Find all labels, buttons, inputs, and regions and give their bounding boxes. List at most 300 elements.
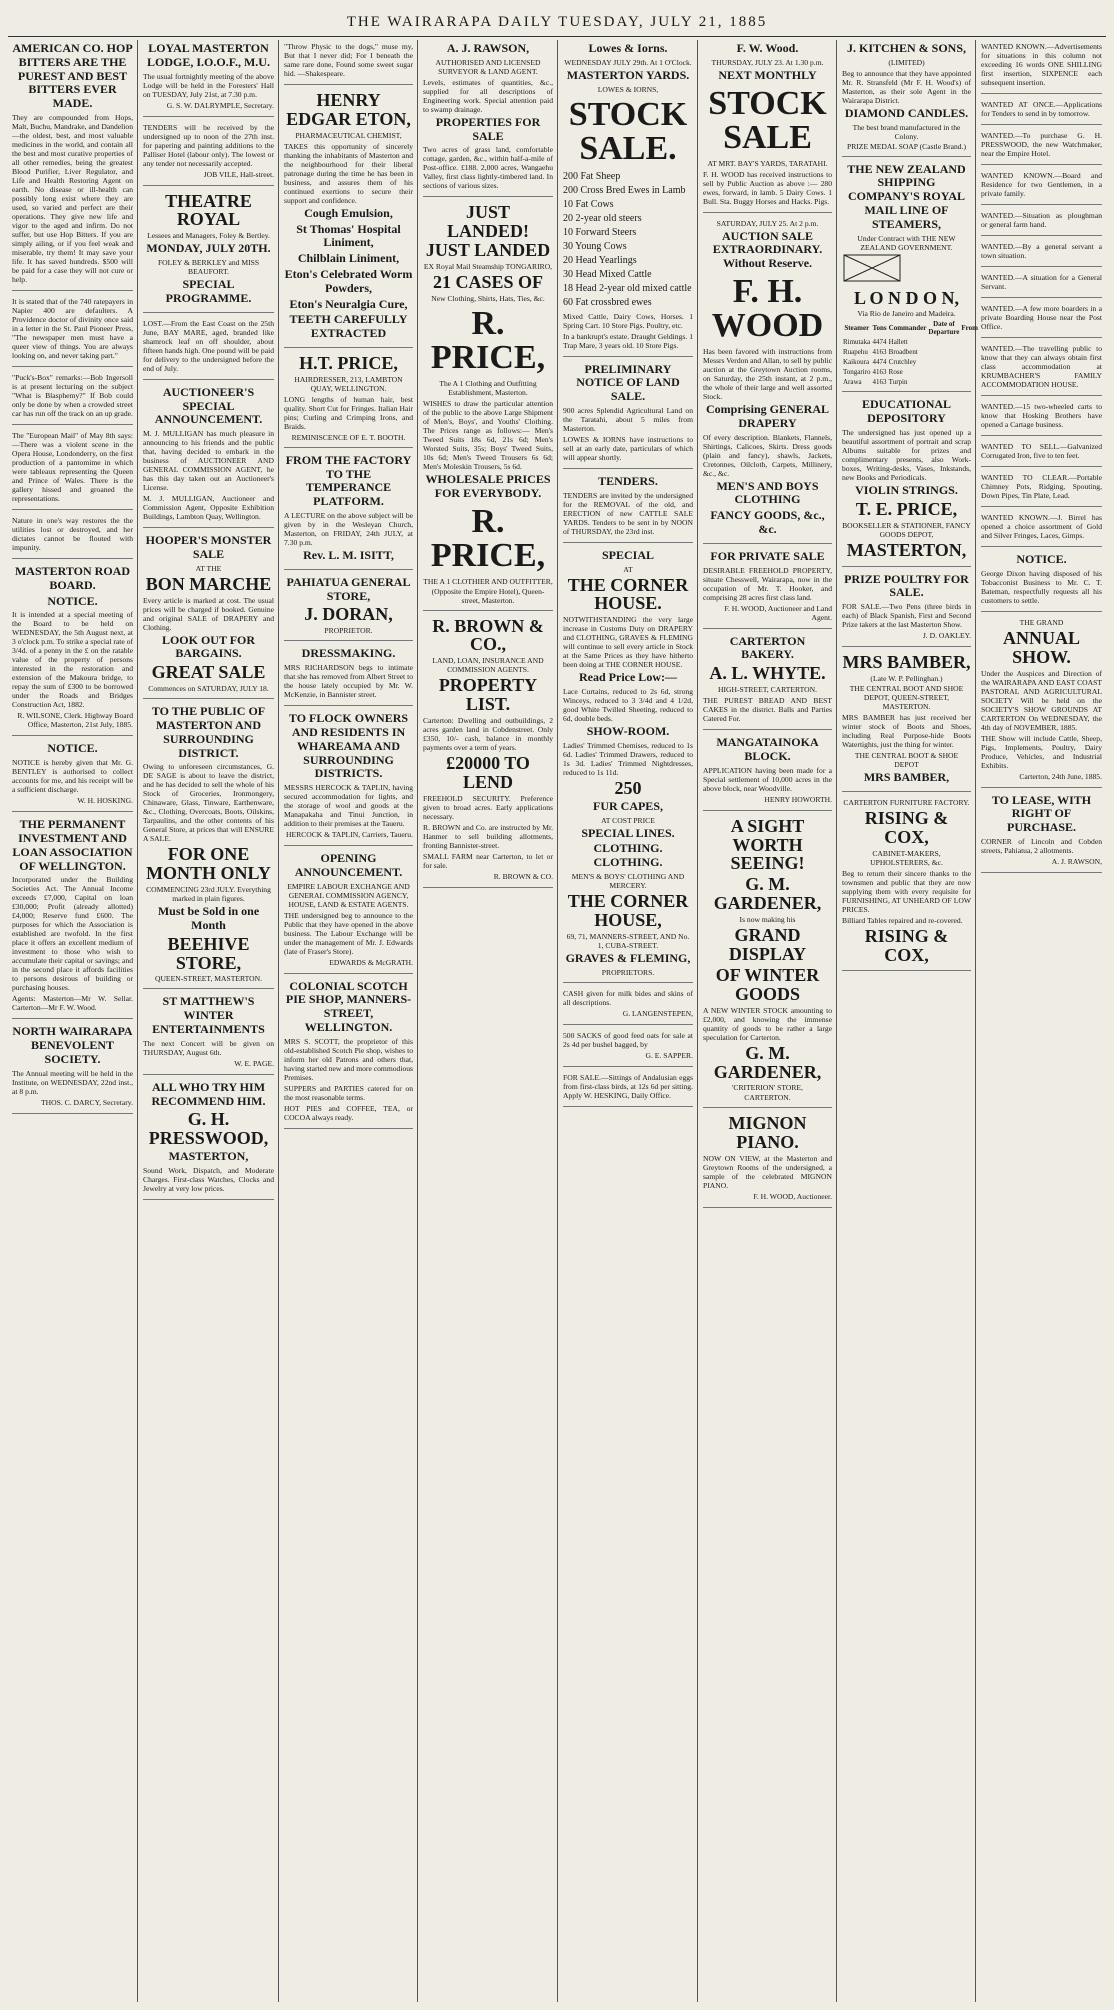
ad-heading: GREAT SALE — [151, 662, 266, 683]
store-name: THE CENTRAL BOOT AND SHOE DEPOT, QUEEN-STREET, MASTERTON. — [849, 684, 964, 712]
ad-location: MASTERTON, — [846, 539, 967, 560]
ad-subheading: AUCTION SALE EXTRAORDINARY. Without Reserve. — [712, 228, 823, 271]
lecture-ad — [284, 454, 413, 570]
ad-subheading: THE A 1 CLOTHIER AND OUTFITTER, — [423, 576, 553, 586]
lecturer-name: Rev. L. M. ISITT, — [303, 548, 394, 563]
notice-heading: MANGATAINOKA BLOCK. — [716, 735, 819, 763]
ad-heading: EDUCATIONAL DEPOSITORY — [861, 397, 952, 426]
table-cell: Rimutaka — [843, 338, 871, 347]
ad-subheading: MASTERTON, — [168, 1149, 249, 1164]
table-row — [842, 337, 979, 347]
ad-signature: A. J. RAWSON, — [1051, 856, 1102, 866]
table-header: Tons — [872, 324, 887, 333]
list-item: 10 Fat Cows — [563, 198, 614, 210]
notice-text: It is intended at a special meeting of the Board to be held on WEDNESDAY, the 5th August next, at 3 o'clock p.m. To strike a special rate of 3/4d. of a penny in the £ on the ratable value of the property of persons interested in the restoration and extension of the Makoura bridge, to repay the sum of £300 to be borrowed under the Roads and Bridges Construction Act, 1882. — [12, 610, 133, 710]
ad-text: WISHES to draw the particular attention of the public to the above Large Shipment of Men's, Boys', and Youths' Clothing. The Prices range as follows:— Men's Tweed Suits 18s 6d, 21s 6d; Men's Worsted Suits, 35s; Boys' Tweed Suits, 10s 6d; Men's Tweed Trousers 6s 6d; Men's Moleskin Trousers, 5s 6d. — [423, 398, 553, 471]
ad-text: Two acres of grass land, comfortable cottage, garden, &c., within half-a-mile of Post-office. £188. 2,000 acres, Wangaehu Valley, first class lightly-timbered land. In sections of various sizes. — [423, 145, 553, 191]
hop-bitters-ad — [12, 42, 133, 291]
ad-text: MRS BAMBER has just received her winter stock of Boots and Shoes, including Real Purpose-hide Boots Watertights, just the thing for winter. — [842, 713, 971, 750]
ad-text: MRS S. SCOTT, the proprietor of this old-established Scotch Pie shop, wishes to inform her old Patrons and others that, having started new and more commodious Premises. — [284, 1036, 413, 1082]
ad-text: Owing to unforeseen circumstances, G. DE SAGE is about to leave the district, and he has decided to sell the whole of his Stock of Groceries, Ironmongery, Chinaware, Glass, Tinware, Earthenware, &c., Clothing, Overcoats, Boots, Oilskins, Tarpaulins, and the other contents of his General Store, at prices that will ENSURE A SALE. — [143, 762, 274, 844]
ad-heading: GRAND DISPLAY — [728, 925, 807, 964]
table-header-row — [842, 319, 979, 337]
notice-signature: R. WILSONE, Clerk. Highway Board Office, Masterton, 21st July, 1885. — [17, 711, 133, 730]
ad-text: FOR SALE.—Sittings of Andalusian eggs from first-class birds, at 12s 6d per sitting. Apply W. HESKING, Daily Office. — [563, 1072, 693, 1100]
ad-heading: £20000 TO LEND — [446, 753, 530, 792]
notice-text: LOST.—From the East Coast on the 25th June, BAY MARE, aged, branded like shamrock leaf on off shoulder, about fifteen hands high. One pound will be paid for delivery to the undersigned before the end of July. — [143, 318, 274, 373]
notice-signature: THOS. C. DARCY, Secretary. — [41, 1097, 133, 1107]
wanted-text: WANTED AT ONCE.—Applications for Tenders to send in by tomorrow. — [981, 100, 1102, 118]
ad-signature: R. BROWN & CO. — [493, 871, 553, 881]
list-item: 20 2-year old steers — [563, 212, 642, 224]
ad-subheading: VIOLIN STRINGS. — [855, 483, 958, 498]
ad-heading: CARTERTON BAKERY. — [729, 633, 806, 662]
ad-heading: PROPERTIES FOR SALE — [435, 114, 541, 143]
column-rule — [278, 40, 279, 2002]
pie-shop-ad — [284, 980, 413, 1129]
table-cell: Hallett — [888, 338, 908, 347]
ad-text: TAKES this opportunity of sincerely thanking the inhabitants of Masterton and the neighbourhood for their liberal patronage during the time he has been in business, and assures them of his continued exertions to secure their support and confidence. — [284, 141, 413, 205]
wanted-text: WANTED KNOWN.—Advertisements for situations in this column not exceeding 16 words ONE SHILLING first insertion, SIXPENCE each subsequent insertion. — [981, 42, 1102, 87]
ad-subheading: AT THE — [195, 563, 222, 573]
mangatainoka-notice — [703, 736, 832, 811]
ad-text: Of every description. Blankets, Flannels, Shirtings, Calicoes, Skirts. Dress goods (plain and fancy), shawls, Jackets, Cretonnes, Oilcloth, Carpets, Millinery, &c., &c. — [703, 432, 832, 478]
ad-text: Ladies' Trimmed Chemises, reduced to 1s 6d. Ladies' Trimmed Drawers, reduced to 1s 3d. Ladies' Trimmed Nightdresses, reduced to 1s 11d. — [563, 740, 693, 777]
private-sale-ad — [703, 550, 832, 629]
sailing-table — [842, 319, 979, 387]
ad-slogan: WHOLESALE PRICES FOR EVERYBODY. — [425, 471, 551, 500]
table-cell: 4474 — [872, 338, 887, 347]
ad-text: NOTWITHSTANDING the very large increase in Customs Duty on DRAPERY and CLOTHING, GRAVES & FLEMING will continue to sell every article in Stock at the Same Prices as they have hitherto been doing at THE CORNER HOUSE. — [563, 615, 693, 670]
depository-ad — [842, 398, 971, 566]
ad-slogan: Must be Sold in one Month — [157, 904, 260, 932]
shipping-ad — [842, 161, 978, 393]
ad-heading: THE PERMANENT INVESTMENT AND LOAN ASSOCIATION OF WELLINGTON. — [12, 817, 133, 873]
store-name: BON MARCHE — [145, 573, 272, 594]
ad-date: SATURDAY, JULY 25. At 2 p.m. — [716, 218, 819, 228]
ad-heading: A SIGHT WORTH SEEING! — [730, 815, 805, 874]
news-text: Nature in one's way restores the the utilities lost or destroyed, and her dictates cannot be flouted with impunity. — [12, 515, 133, 552]
auctioneer-name: LOWES & IORNS, — [597, 84, 659, 94]
ad-heading: ANNUAL SHOW. — [1002, 627, 1080, 667]
table-cell: 4163 — [872, 368, 887, 377]
ad-text: THE Show will include Cattle, Sheep, Pigs, Implements, Poultry, Dairy Produce, Vehicles, and Industrial Exhibits. — [981, 733, 1102, 770]
lease-ad — [981, 794, 1102, 873]
table-header: From — [961, 324, 978, 333]
notice-heading: ST MATTHEW'S WINTER ENTERTAINMENTS — [152, 994, 265, 1037]
ad-signature: G. LANGENSTEPEN, — [622, 1008, 693, 1018]
ad-subheading: Read Price Low:— — [579, 670, 677, 685]
wanted-text: WANTED.—15 two-wheeled carts to know that Hosking Brothers have opened a Cartage business. — [981, 402, 1102, 429]
merchant-name: G. M. GARDENER, — [713, 874, 822, 914]
ad-heading: H.T. PRICE, — [299, 352, 398, 373]
eggs-ad — [563, 1073, 693, 1107]
table-cell: Crutchley — [888, 358, 917, 367]
table-cell: 4163 — [872, 348, 887, 357]
table-cell: 4474 — [872, 358, 887, 367]
boot-depot-ad — [842, 653, 971, 792]
ad-text: NOW ON VIEW, at the Masterton and Greytown Rooms of the undersigned, a sample of the celebrated MIGNON PIANO. — [703, 1154, 832, 1191]
ad-heading: DRESSMAKING. — [301, 646, 396, 661]
ad-address: HIGH-STREET, CARTERTON. — [718, 685, 817, 695]
ad-text: SMALL FARM near Carterton, to let or for sale. — [423, 851, 553, 870]
notice-text: TENDERS are invited by the undersigned for the REMOVAL of the old, and ERECTION of new CATTLE SALE YARDS. Tenders to be sent in by NOON of THURSDAY, the 23rd inst. — [563, 490, 693, 536]
news-item — [12, 431, 133, 510]
wanted-text: WANTED.—To purchase G. H. PRESSWOOD, the new Watchmaker, near the Empire Hotel. — [981, 131, 1102, 158]
table-row — [842, 347, 979, 357]
table-cell — [927, 377, 960, 387]
road-board-notice — [12, 565, 133, 736]
ad-subheading: PROPRIETOR. — [324, 626, 373, 636]
ad-text: The undersigned has just opened up a beautiful assortment of portrait and scrap Albums suitable for prizes and complimentary presents, also Work-boxes, Writing-desks, Vases, Inkstands, new Books and Periodicals. — [842, 428, 971, 483]
lodge-notice — [143, 42, 274, 117]
table-cell: Tongariro — [843, 368, 871, 377]
store-address: QUEEN-STREET, MASTERTON. — [154, 974, 263, 984]
ad-text: Beg to announce that they have appointed Mr. R. Stransfeld (Mr F. H. Wood's) of Masterton, as their sole Agent in the Wairarapa District. — [842, 68, 971, 105]
wanted-text: WANTED TO CLEAR.—Portable Chimney Pots, Ridging, Spouting, Down Pipes, Tin Plate, Lead. — [981, 473, 1102, 500]
ad-signature: EDWARDS & McGRATH. — [329, 957, 413, 967]
ad-subheading: New Clothing, Shirts, Hats, Ties, &c. — [431, 293, 545, 303]
merchant-name: R. PRICE, — [430, 304, 546, 376]
list-item: 18 Head 2-year old mixed cattle — [563, 282, 692, 294]
ad-programme: SPECIAL PROGRAMME. — [165, 277, 252, 305]
notice-heading: NORTH WAIRARAPA BENEVOLENT SOCIETY. — [12, 1024, 133, 1066]
ad-subheading: PRIZE MEDAL SOAP (Castle Brand.) — [846, 141, 967, 151]
notice-text: LOWES & IORNS have instructions to sell at an early date, particulars of which will appear shortly. — [563, 434, 693, 462]
benevolent-society-notice — [12, 1025, 133, 1113]
ad-text: Under the Auspices and Direction of the WAIRARAPA AND EAST COAST PASTORAL AND AGRICULTURAL SOCIETY Will be held on the SOCIETY'S SHOW GROUNDS AT CARTERTON On WEDNESDAY, the 4th day of NOVEMBER, 1885. — [981, 668, 1102, 732]
list-item: 60 Fat crossbred ewes — [563, 296, 652, 308]
table-cell: Turpin — [888, 378, 908, 387]
quote — [284, 42, 413, 85]
merchant-name: MRS BAMBER, — [863, 770, 950, 785]
ad-heading: G. H. PRESSWOOD, — [148, 1109, 269, 1149]
notice-text: George Dixon having disposed of his Tobacconist Business to Mr. C. T. Bateman, respectfully requests all his customers to settle. — [981, 568, 1102, 605]
quote-text: "Throw Physic to the dogs," muse my, But that I never did; For I beneath the same rare done, Found some sweet sugar hid. —Shakespeare. — [284, 42, 413, 78]
ad-slogan: TEETH CAREFULLY EXTRACTED — [289, 312, 408, 341]
ad-heading: SPECIAL — [601, 547, 654, 562]
stock-sale-ad — [563, 42, 693, 357]
ad-figure: 250 — [614, 777, 642, 798]
ad-subheading: The best brand manufactured in the Colony. — [852, 122, 961, 141]
ad-heading: DIAMOND CANDLES. — [844, 105, 969, 120]
ad-heading: TO LEASE, WITH RIGHT OF PURCHASE. — [991, 792, 1092, 835]
ad-subheading: Via Rio de Janeiro and Madeira. — [857, 309, 956, 319]
table-row — [842, 377, 979, 387]
ad-text: Has been favored with instructions from Messrs Verdon and Allan, to sell by public auction at the Greytown Auction rooms, on Saturday, the 25th instant, at 2 p.m., the whole of their large and well assorted Stock. — [703, 346, 832, 401]
news-text: "Puck's-Box" remarks:—Bob Ingersoll is at present lecturing on the subject "What is Blasphemy?" If Bob could only be done by when a crowded street car has run off the track on an up grade. — [12, 372, 133, 418]
column-rule — [697, 40, 698, 2002]
theatre-ad — [143, 192, 274, 313]
news-item — [12, 297, 133, 367]
notice-text: TENDERS will be received by the undersigned up to noon of the 27th inst. for papering and painting additions to the Palliser Hotel (labour only). The lowest or any tender not necessarily accepted. — [143, 122, 274, 168]
ad-subheading: PHARMACEUTICAL CHEMIST, — [295, 130, 402, 140]
ad-heading: J. KITCHEN & SONS, — [846, 41, 967, 55]
ad-heading: AUCTIONEER'S SPECIAL ANNOUNCEMENT. — [154, 384, 263, 427]
store-name: THE CENTRAL BOOT & SHOE DEPOT — [854, 751, 959, 770]
notice-text: The next Concert will be given on THURSDAY, August 6th. — [143, 1038, 274, 1057]
notice-text: NOTICE is hereby given that Mr. G. BENTLEY is authorised to collect accounts for me, and his receipt will be a sufficient discharge. — [12, 758, 133, 795]
column-4 — [419, 40, 557, 2002]
notice-text: The Annual meeting will be held in the Institute, on WEDNESDAY, 22nd inst., at 8 p.m. — [12, 1068, 133, 1096]
proprietor-name: GRAVES & FLEMING, — [565, 950, 691, 965]
wanted-ad — [981, 131, 1102, 165]
pahiatua-store-ad — [284, 576, 413, 641]
ad-text: Beg to return their sincere thanks to the townsmen and public that they are now supplying them with every requisite for FURNISHING, AT UNHEARD OF LOW PRICES. — [842, 868, 971, 914]
ad-date: Commences on SATURDAY, JULY 18. — [148, 684, 269, 694]
column-rule — [417, 40, 418, 2002]
wanted-text: WANTED.—A few more boarders in a private Boarding House near the Post Office. — [981, 304, 1102, 331]
ad-heading: OPENING ANNOUNCEMENT. — [294, 851, 403, 879]
masthead: THE WAIRARAPA DAILY TUESDAY, JULY 21, 1885 — [346, 14, 768, 30]
column-rule — [137, 40, 138, 2002]
column-5 — [559, 40, 697, 2002]
ad-text: MESSRS HERCOCK & TAPLIN, having secured accommodation for lights, and the storage of wool and goods at the Manapakaha and Tinui Junction, in addition to their premises at the Taueru. — [284, 783, 413, 829]
ad-heading: THE NEW ZEALAND SHIPPING COMPANY'S ROYAL MAIL LINE OF STEAMERS, — [847, 161, 966, 231]
corner-house-ad — [563, 549, 693, 983]
store-address: CARTERTON. — [744, 1093, 791, 1103]
merchant-name: MRS BAMBER, — [842, 652, 971, 673]
ad-text: Every article is marked at cost. The usual prices will be charged if booked. Genuine and original SALE of DRAPERY and Clothing. — [143, 595, 274, 632]
ad-heading: HOOPER'S MONSTER SALE — [145, 533, 272, 561]
ad-heading: R. BROWN & CO., — [432, 615, 544, 655]
merchant-name: G. M. GARDENER, — [713, 1042, 822, 1082]
wanted-ad — [981, 42, 1102, 94]
column-7 — [838, 40, 978, 2002]
table-cell — [927, 367, 960, 377]
notice-heading: LOYAL MASTERTON LODGE, I.O.O.F., M.U. — [147, 41, 270, 69]
hides-ad — [563, 989, 693, 1025]
ad-subheading: CARTERTON FURNITURE FACTORY. — [843, 797, 970, 807]
wanted-ad — [981, 402, 1102, 436]
yards-tenders — [563, 475, 693, 543]
notice-signature: W. E. PAGE. — [234, 1058, 274, 1068]
ad-signature: M. J. MULLIGAN, Auctioneer and Commission Agent, Opposite Exhibition Buildings, Lambton Quay, Wellington. — [143, 494, 274, 522]
ad-text: Mixed Cattle, Dairy Cows, Horses. 1 Spring Cart. 10 Store Pigs. Poultry, etc. — [563, 311, 693, 330]
clothing-ad — [423, 203, 553, 610]
ad-text: Billiard Tables repaired and re-covered. — [842, 915, 963, 925]
poultry-ad — [842, 573, 971, 648]
ad-heading: OF WINTER GOODS — [715, 964, 820, 1004]
ad-subheading: CABINET-MAKERS, UPHOLSTERERS, &c. — [870, 848, 943, 867]
ad-heading: MIGNON PIANO. — [728, 1113, 807, 1153]
annual-show-ad — [981, 618, 1102, 788]
ad-subheading: (Late W. P. Pellinghan.) — [870, 674, 943, 684]
table-header: Commander — [888, 324, 927, 333]
table-cell — [927, 337, 960, 347]
product-name: Eton's Celebrated Worm Powders, — [284, 266, 413, 295]
ad-heading: FUR CAPES, — [592, 798, 663, 813]
list-item: 30 Head Mixed Cattle — [563, 268, 652, 280]
ad-heading: TO THE PUBLIC OF MASTERTON AND SURROUNDING DISTRICT. — [151, 704, 266, 760]
oats-ad — [563, 1031, 693, 1067]
ad-text: DESIRABLE FREEHOLD PROPERTY, situate Chesswell, Wairarapa, now in the occupation of Mr. T. Hooker, and comprising 28 acres first class land. — [703, 565, 832, 602]
ad-text: F. H. WOOD has received instructions to sell by Public Auction as above :— 280 ewes, forward, in lamb. 5 Dairy Cows. 1 Bull. Sta. Buggy Horses and Hacks. Pigs. — [703, 169, 832, 206]
ad-signature: HERCOCK & TAPLIN, Carriers, Taueru. — [285, 830, 413, 840]
surveyor-ad — [423, 42, 553, 197]
ad-text: 500 SACKS of good feed oats for sale at 2s 4d per bushel bagged, by — [563, 1030, 693, 1049]
notice-heading: PRELIMINARY NOTICE OF LAND SALE. — [576, 361, 680, 404]
ad-subheading: Under Contract with THE NEW ZEALAND GOVERNMENT. — [857, 233, 956, 252]
carriers-ad — [284, 712, 413, 846]
auctioneer-ad — [143, 386, 274, 528]
list-item: 200 Fat Sheep — [563, 170, 621, 182]
wanted-text: WANTED TO SELL.—Galvanized Corrugated Iron, five to ten feet. — [981, 442, 1102, 460]
ad-heading: A. J. RAWSON, — [446, 41, 530, 55]
ad-signature: J. D. OAKLEY. — [922, 631, 971, 641]
ad-heading: PRIZE POULTRY FOR SALE. — [844, 571, 969, 600]
ad-heading: STOCK SALE — [708, 84, 827, 156]
list-item: 30 Young Cows — [563, 240, 627, 252]
notice-text: The usual fortnightly meeting of the above Lodge will be held in the Foresters' Hall on TUESDAY, July 21st, at 7.30 p.m. — [143, 71, 274, 99]
merchant-name: R. PRICE, — [430, 502, 546, 574]
dixon-notice — [981, 553, 1102, 612]
ad-text: Carterton: Dwelling and outbuildings, 2 acres garden land in Cobdenstreet. Only £350, 10/- cash, balance in monthly payments over a term of years. — [423, 716, 553, 753]
wanted-text: WANTED.—Situation as ploughman or general farm hand. — [981, 211, 1102, 229]
notice-heading: NOTICE. — [47, 741, 98, 756]
ad-text: Lace Curtains, reduced to 2s 6d, strong Winceys, reduced to 3 3/4d and 4 1/2d, good White Twilled Sheeting, reduced to 6d, double beds. — [563, 687, 693, 724]
ad-subheading: The A 1 Clothing and Outfitting Establishment, Masterton. — [439, 378, 537, 397]
wanted-ad — [981, 100, 1102, 125]
ad-heading: CLOTHING. CLOTHING. — [593, 841, 663, 870]
wanted-ad — [981, 344, 1102, 396]
bakery-ad — [703, 635, 832, 730]
stock-list — [563, 170, 693, 310]
merchant-name: T. E. PRICE, — [855, 498, 958, 519]
ad-subheading: Comprising GENERAL DRAPERY — [705, 401, 830, 430]
ad-subheading: Lessees and Managers, Foley & Bertley. — [147, 231, 270, 241]
ad-text: SUPPERS and PARTIES catered for on the most reasonable terms. — [284, 1083, 413, 1102]
column-6 — [699, 40, 836, 2002]
store-name: THE CORNER HOUSE. — [567, 574, 689, 614]
ad-heading: FOR ONE MONTH ONLY — [146, 844, 271, 884]
ad-address: (Opposite the Empire Hotel), Queen-street, Masterton. — [431, 586, 545, 605]
labour-exchange-ad — [284, 852, 413, 974]
notice-heading: TENDERS. — [598, 473, 658, 488]
column-rule — [836, 40, 837, 2002]
news-item — [12, 516, 133, 559]
list-item: 10 Forward Steers — [563, 226, 637, 238]
ad-signature: F. H. WOOD, Auctioneer. — [753, 1192, 832, 1202]
collector-notice — [12, 742, 133, 812]
furniture-ad — [842, 798, 971, 972]
column-2 — [139, 40, 278, 2002]
store-name: 'CRITERION' STORE, — [732, 1083, 803, 1093]
product-name: Chilblain Liniment, — [297, 251, 400, 266]
ad-heading: Lowes & Iorns. — [588, 41, 668, 55]
ad-heading: COLONIAL SCOTCH PIE SHOP, MANNERS-STREET, WELLINGTON. — [285, 978, 412, 1035]
loan-association-ad — [12, 818, 133, 1019]
ad-slogan: ALL WHO TRY HIM RECOMMEND HIM. — [151, 1079, 266, 1108]
ad-heading: STOCK SALE. — [568, 95, 688, 167]
ad-heading: FOR PRIVATE SALE — [710, 548, 825, 563]
ad-signature: F. H. WOOD, Auctioneer and Land Agent. — [724, 603, 832, 622]
table-cell: Ruapehu — [843, 348, 868, 357]
ad-subheading: LAND, LOAN, INSURANCE AND COMMISSION AGENTS. — [432, 656, 544, 675]
wanted-ad — [981, 473, 1102, 507]
ad-text: Sound Work, Dispatch, and Moderate Charges. First-class Watches, Clocks and Jewelry at very low prices. — [143, 1166, 274, 1194]
wanted-text: WANTED KNOWN.—J. Birrel has opened a choice assortment of Gold and Silver Fringes, Laces, Gimps. — [981, 513, 1102, 540]
ad-heading: AMERICAN CO. HOP BITTERS ARE THE PUREST AND BEST BITTERS EVER MADE. — [12, 41, 133, 111]
ad-heading: HENRY EDGAR ETON, — [286, 90, 411, 129]
ad-heading: THEATRE ROYAL — [165, 190, 252, 230]
ad-text: CORNER of Lincoln and Cobden streets, Pahiatua, 2 allotments. — [981, 836, 1102, 855]
notice-text: 900 acres Splendid Agricultural Land on the Taratahi, about 5 miles from Masterton. — [563, 405, 693, 433]
wanted-text: WANTED.—A situation for a General Servant. — [981, 273, 1102, 291]
candles-ad — [842, 42, 971, 157]
store-address: 69, 71, MANNERS-STREET, AND No. 1, CUBA-STREET. — [566, 931, 690, 950]
ad-subheading: Is now making his — [739, 915, 796, 925]
ad-text: LONG lengths of human hair, best quality. Short Cut for Fringes. Italian Hair pins; Curling and Crimping Irons, and Braids. — [284, 394, 413, 431]
masthead-rule — [8, 36, 1106, 37]
list-item: 200 Cross Bred Ewes in Lamb — [563, 184, 686, 196]
ad-subheading: EX Royal Mail Steamship TONGARIRO, — [423, 262, 553, 272]
wanted-text: WANTED.—The travelling public to know that they can always obtain first class accommodation at KRUMBACHER'S FAMILY ACCOMMODATION HOUSE. — [981, 344, 1102, 389]
ad-heading: SPECIAL LINES. — [581, 825, 675, 840]
wanted-ad — [981, 242, 1102, 267]
store-name: THE CORNER HOUSE, — [567, 891, 689, 930]
wanted-ad — [981, 211, 1102, 236]
piano-ad — [703, 1114, 832, 1208]
news-text: The "European Mail" of May 8th says:—There was a violent scene in the Opera House, Londonderry, on the first production of a pantomime in which were tableaux representing the Queen and Prince of Wales. There is the gallery hissed and groaned the representations. — [12, 430, 133, 503]
ad-text: MRS RICHARDSON begs to intimate that she has removed from Albert Street to the house lately occupied by Mr. W. McKenzie, in Bannister street. — [284, 663, 413, 700]
ad-text: FOR SALE.—Two Pens (three birds in each) of Black Spanish, First and Second Prize takers at the last Masterton Show. — [842, 602, 971, 630]
news-text: It is stated that of the 740 ratepayers in Napier 400 are defaulters. A Providence doctor of divinity once said in a letter in the St. Paul Pioneer Press, "The newspaper men must have a queer view of things. You are always looking on, and never taking part." — [12, 296, 133, 360]
store-name: BEEHIVE STORE, — [167, 933, 250, 973]
ad-location: AT MRT. BAY'S YARDS, TARATAHI. — [707, 158, 828, 168]
notice-signature: G. S. W. DALRYMPLE, Secretary. — [166, 100, 274, 110]
notice-signature: HENRY HOWORTH. — [764, 794, 832, 804]
land-agents-ad — [423, 617, 553, 888]
ad-subheading: PROPRIETORS. — [601, 967, 655, 977]
ad-slogan: LOOK OUT FOR BARGAINS. — [161, 632, 256, 661]
table-cell: Arawa — [843, 378, 862, 387]
ad-date: Carterton, 24th June, 1885. — [1019, 771, 1102, 781]
ad-subheading: SHOW-ROOM. — [586, 724, 670, 739]
ad-subheading: AT COST PRICE — [601, 815, 655, 825]
land-sale-notice — [563, 363, 693, 469]
auction-extraordinary-ad — [703, 219, 832, 544]
ad-text: CASH given for milk bides and skins of all descriptions. — [563, 988, 693, 1007]
ad-subheading: MASTERTON YARDS. — [566, 67, 690, 82]
wanted-ad — [981, 513, 1102, 547]
hooper-ad — [143, 534, 274, 699]
ad-text: Incorporated under the Building Societies Act. The Annual Income exceeds £7,000, Capital on loan £30,000; Profit (already allotted) £4,000; Reserve fund £600. The purposes for which the Association is established are twofold. In the first place it offers an excellent medium of investment to those who wish to accumulate their capital or savings; and in the second place it affords facilities to persons desirous of building or purchasing houses. — [12, 875, 133, 993]
ad-text: In a bankrupt's estate. Draught Geldings. 1 Trap Mare, 3 years old. 10 Store Pigs. — [563, 331, 693, 350]
proprietor-name: A. L. WHYTE. — [709, 663, 826, 684]
ad-text: R. BROWN and Co. are instructed by Mr. Hanmer to sell building allotments, fronting Bannister-street. — [423, 822, 553, 850]
ad-heading: L O N D O N, — [853, 287, 959, 308]
ship-flag-icon — [842, 253, 902, 283]
gardener-ad — [703, 817, 832, 1109]
ad-performers: FOLEY & BERKLEY and MISS BEAUFORT. — [157, 258, 260, 277]
ad-subheading: THE GRAND — [1019, 617, 1064, 627]
ad-agents: Agents: Masterton—Mr W. Sellar. Carterton—Mr F. W. Wood. — [12, 994, 133, 1013]
ad-heading: FROM THE FACTORY TO THE TEMPERANCE PLATFORM. — [285, 452, 412, 509]
column-rule — [557, 40, 558, 2002]
notice-signature: W. H. HOSKING. — [77, 796, 133, 806]
ad-subheading: FANCY GOODS, &c., &c. — [710, 508, 825, 536]
ad-heading: RISING & COX, — [864, 807, 949, 847]
ad-heading: F. W. Wood. — [736, 41, 799, 55]
ad-text: A NEW WINTER STOCK amounting to £2,000, and knowing the immense quantity of goods to be rather a large speculation for Carterton. — [703, 1005, 832, 1042]
ad-subheading: MEN'S AND BOYS CLOTHING — [716, 478, 819, 507]
ad-heading: 21 CASES OF — [432, 272, 544, 293]
eton-chemist-ad — [284, 91, 413, 348]
ad-heading: PAHIATUA GENERAL STORE, — [286, 574, 411, 603]
ad-date: WEDNESDAY JULY 29th. At 1 O'Clock. — [564, 57, 692, 67]
ad-subheading: HAIRDRESSER, 213, LAMBTON QUAY, WELLINGTON. — [294, 374, 403, 393]
